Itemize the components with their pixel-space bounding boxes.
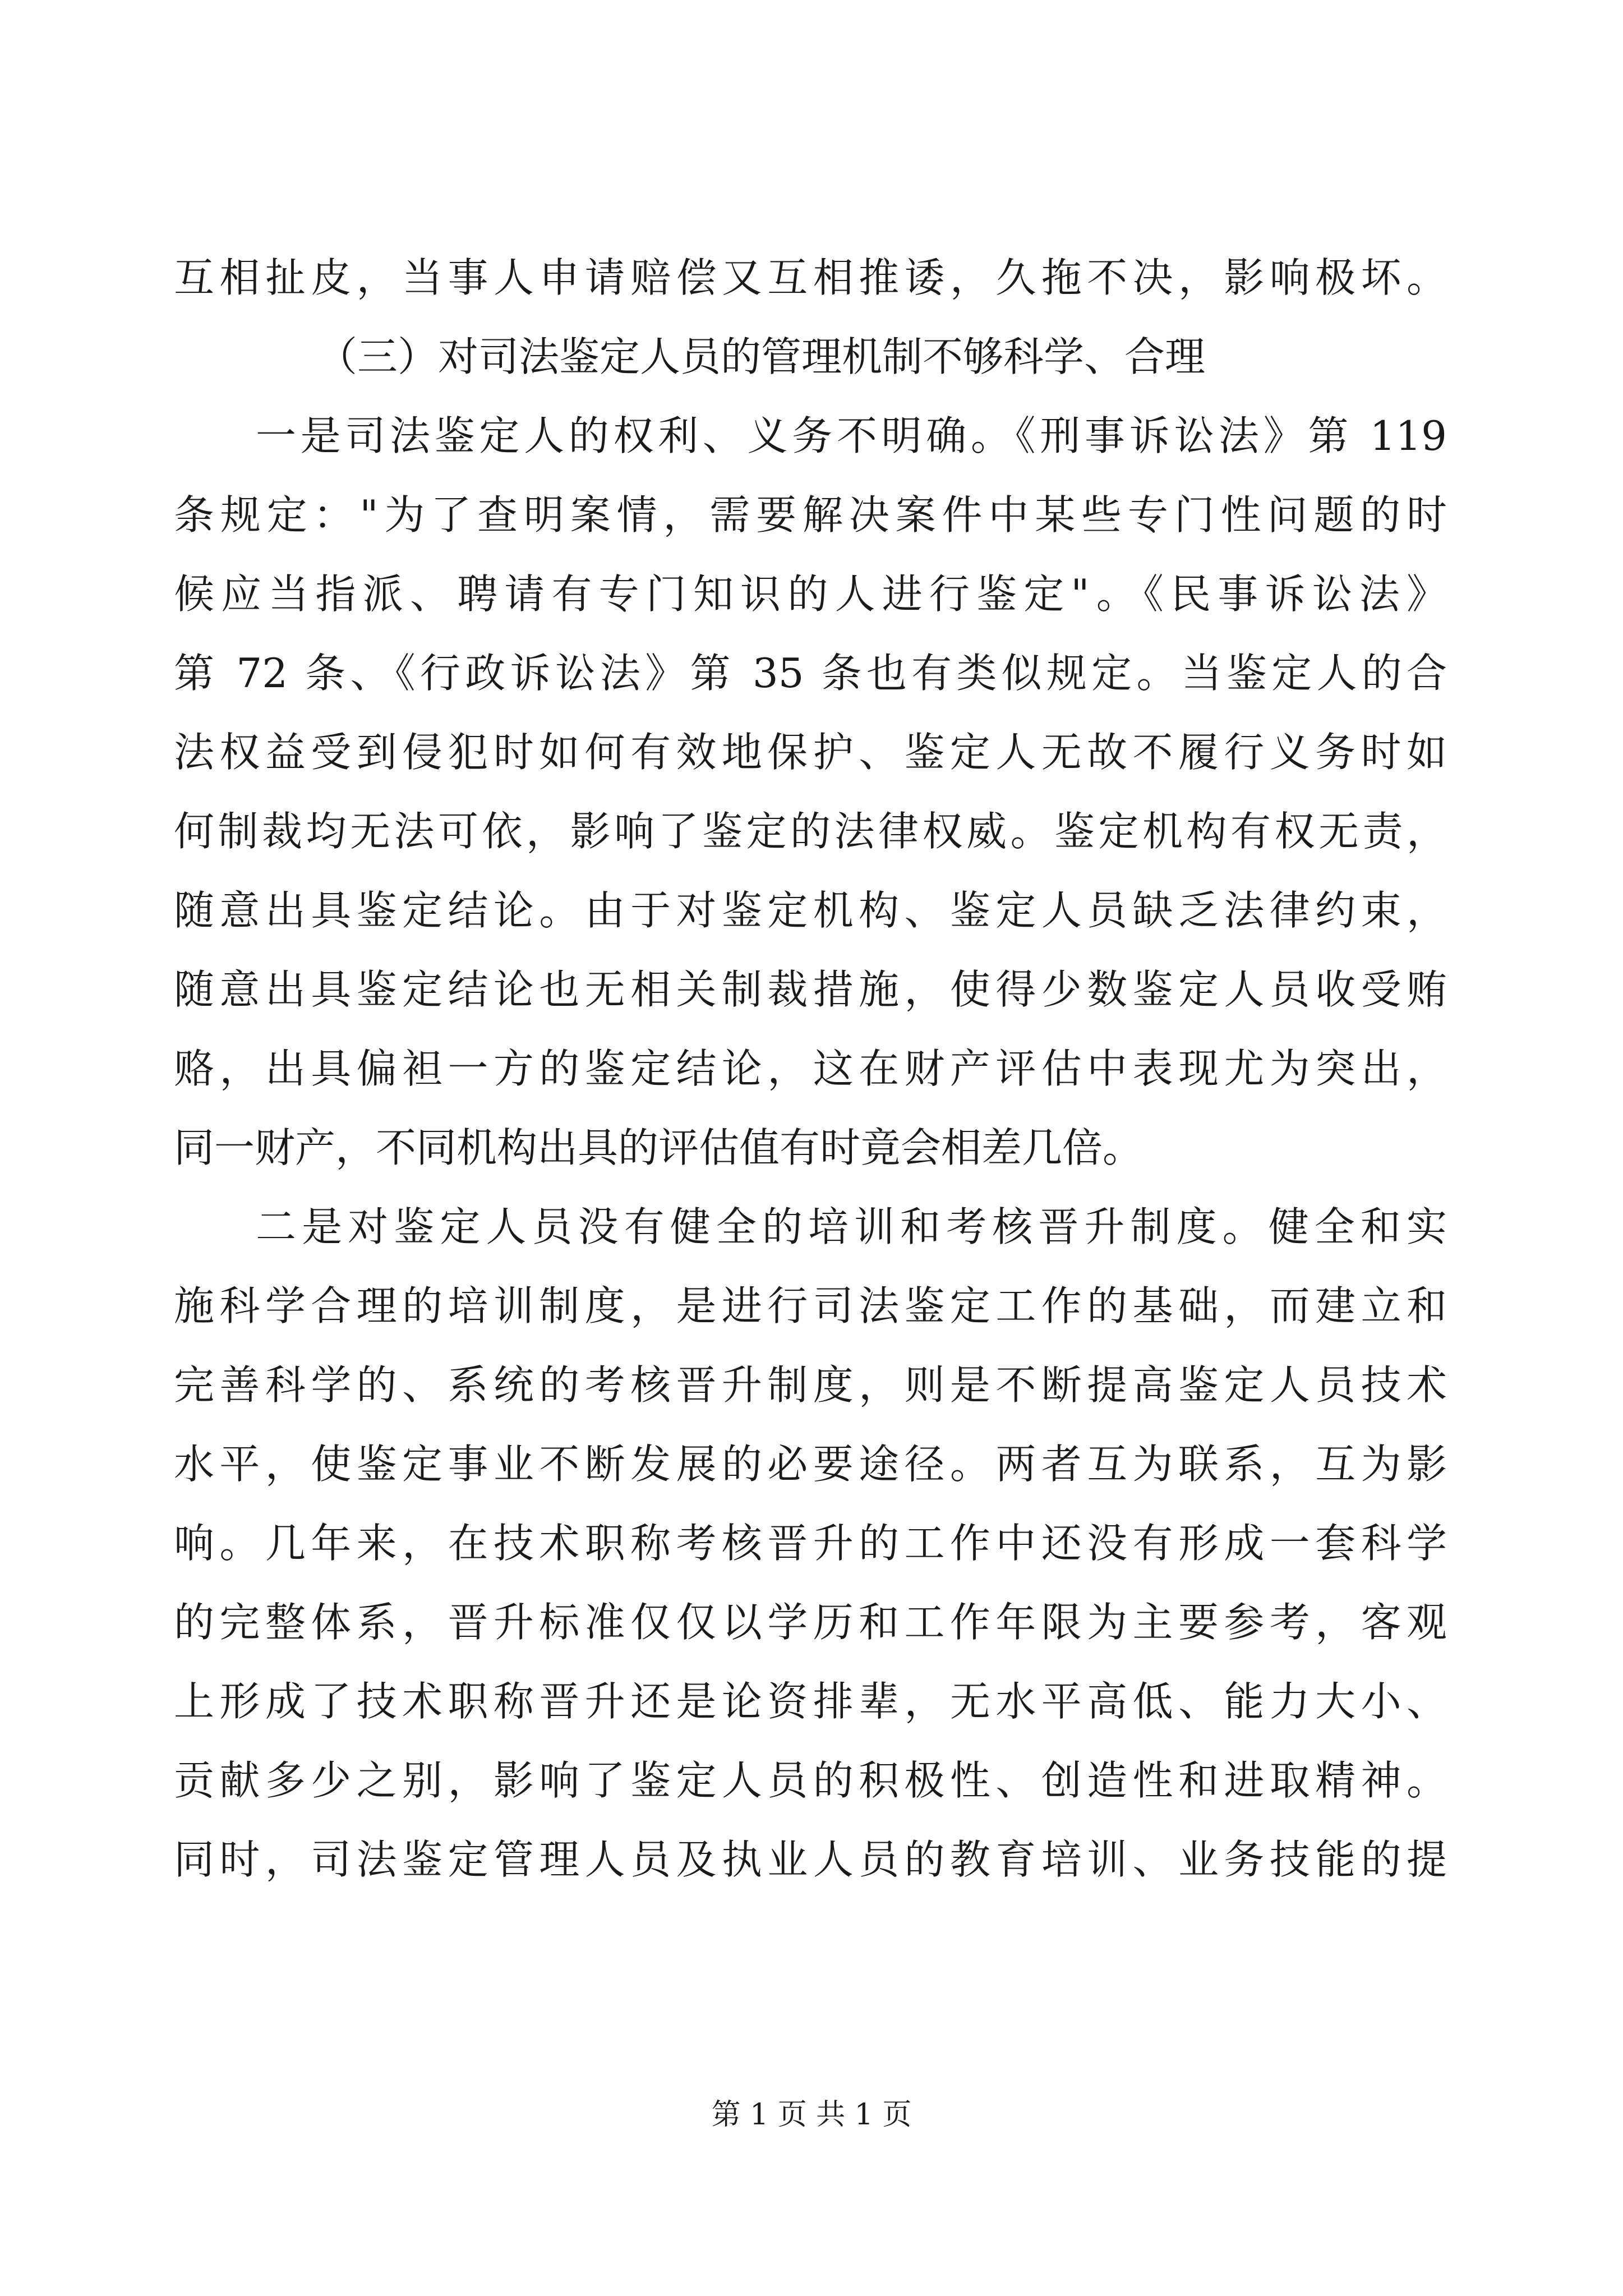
text-line: 条规定："为了查明案情，需要解决案件中某些专门性问题的时 [174, 491, 1447, 539]
text-line: 二是对鉴定人员没有健全的培训和考核晋升制度。健全和实 [256, 1203, 1447, 1250]
text-line: 随意出具鉴定结论。由于对鉴定机构、鉴定人员缺乏法律约束， [174, 887, 1447, 934]
page-footer: 第 1 页 共 1 页 [711, 2098, 912, 2132]
text-line: 赂，出具偏袒一方的鉴定结论，这在财产评估中表现尤为突出， [174, 1045, 1447, 1092]
text-line: 法权益受到侵犯时如何有效地保护、鉴定人无故不履行义务时如 [174, 729, 1447, 776]
text-line: 随意出具鉴定结论也无相关制裁措施，使得少数鉴定人员收受贿 [174, 966, 1447, 1013]
text-line: 候应当指派、聘请有专门知识的人进行鉴定"。《民事诉讼法》 [174, 570, 1447, 618]
text-line: 施科学合理的培训制度，是进行司法鉴定工作的基础，而建立和 [174, 1282, 1447, 1329]
text-line: 互相扯皮，当事人申请赔偿又互相推诿，久拖不决，影响极坏。 [174, 254, 1447, 301]
text-line: 何制裁均无法可依，影响了鉴定的法律权威。鉴定机构有权无责， [174, 808, 1447, 855]
text-line: 同时，司法鉴定管理人员及执业人员的教育培训、业务技能的提 [174, 1836, 1447, 1883]
text-line: 完善科学的、系统的考核晋升制度，则是不断提高鉴定人员技术 [174, 1361, 1447, 1409]
section-heading: （三）对司法鉴定人员的管理机制不够科学、合理 [317, 333, 1206, 380]
text-line: 水平，使鉴定事业不断发展的必要途径。两者互为联系，互为影 [174, 1441, 1447, 1488]
text-line: 同一财产，不同机构出具的评估值有时竟会相差几倍。 [174, 1124, 1144, 1171]
text-line: 贡献多少之别，影响了鉴定人员的积极性、创造性和进取精神。 [174, 1757, 1447, 1804]
text-line: 响。几年来，在技术职称考核晋升的工作中还没有形成一套科学 [174, 1520, 1447, 1567]
body-text [174, 238, 1447, 1899]
text-line: 第 72 条、《行政诉讼法》第 35 条也有类似规定。当鉴定人的合 [174, 650, 1447, 697]
text-line: 上形成了技术职称晋升还是论资排辈，无水平高低、能力大小、 [174, 1678, 1447, 1725]
text-line: 的完整体系，晋升标准仅仅以学历和工作年限为主要参考，客观 [174, 1599, 1447, 1646]
text-line: 一是司法鉴定人的权利、义务不明确。《刑事诉讼法》第 119 [256, 412, 1447, 459]
